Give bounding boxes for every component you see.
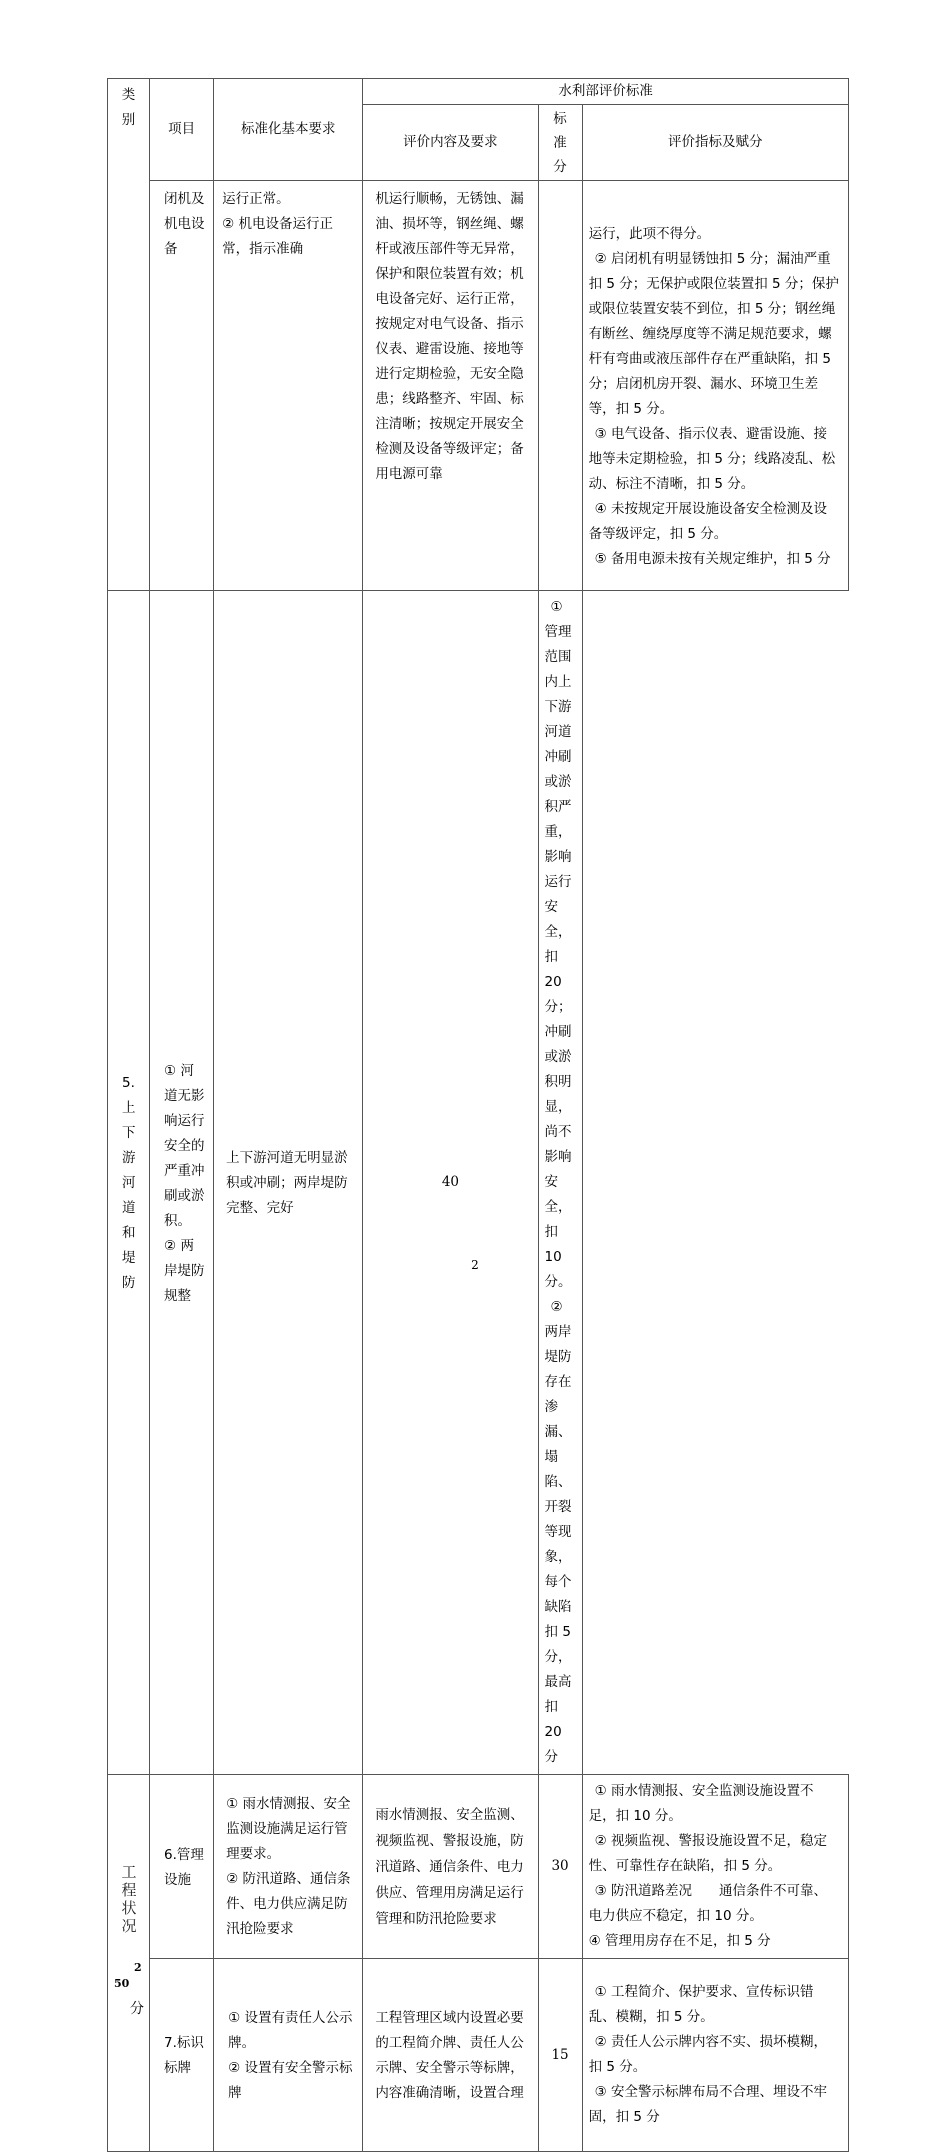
row-item: 6.管理设施 [150, 1775, 214, 1959]
req-line: ② 防汛道路、通信条件、电力供应满足防汛抢险要求 [226, 1870, 351, 1937]
req-line: ② 设置有安全警示标牌 [228, 2060, 353, 2101]
indicator-line: ③ 安全警示标牌布局不合理、埋设不牢固，扣 5 分 [588, 2084, 827, 2125]
row-content: 雨水情测报、安全监测、视频监视、警报设施，防汛道路、通信条件、电力供应、管理用房满足运行管理和防汛抢险要求 [363, 1775, 538, 1959]
table-row [108, 1959, 849, 2152]
indicator-line: ⑤ 备用电源未按有关规定维护，扣 5 分 [594, 550, 831, 567]
row-content: 工程管理区域内设置必要的工程简介牌、责任人公示牌、安全警示等标牌，内容准确清晰，设置合理 [363, 1959, 538, 2152]
indicator-line: ② 责任人公示牌内容不实、损坏模糊，扣 5 分。 [588, 2034, 827, 2075]
indicator-line: ③ 电气设备、指示仪表、避雷设施、接地等未定期检验，扣 5 分；线路凌乱、松动、标注不清晰，扣 5 分。 [588, 425, 836, 492]
indicator-line: ① 雨水情测报、安全监测设施设置不足，扣 10 分。 [588, 1783, 814, 1824]
row-req [150, 591, 214, 1775]
table-row [108, 181, 849, 591]
row-indicators [582, 1775, 848, 1959]
indicator-line: ② 启闭机有明显锈蚀扣 5 分；漏油严重扣 5 分；无保护或限位装置扣 5 分；保护或限位装置安装不到位，扣 5 分；钢丝绳有断丝、缠绕厚度等不满足规范要求，螺杆有弯曲或液压部件存在严重缺陷，扣 5 分；启闭机房开裂、漏水、环境卫生差等，扣 5 分。 [588, 250, 839, 417]
category-name: 工程状况 [121, 1863, 137, 1935]
req-line: ② 两岸堤防规整 [164, 1237, 205, 1304]
indicator-line: ① 工程简介、保护要求、宣传标识错乱、模糊，扣 5 分。 [588, 1984, 814, 2025]
row-item: 7.标识标牌 [150, 1959, 214, 2152]
evaluation-table [107, 78, 849, 2152]
header-category [108, 79, 150, 591]
page-number: 2 [471, 1258, 479, 1272]
category-score-unit: 分 [130, 2001, 144, 2017]
indicator-line: ④ 未按规定开展设施设备安全检测及设备等级评定，扣 5 分。 [588, 500, 827, 542]
req-line: ② 机电设备运行正常，指示准确 [222, 216, 334, 257]
row-req [214, 1775, 363, 1959]
row-indicators [582, 1959, 848, 2152]
row-item: 5.上下游河道和堤防 [108, 591, 150, 1775]
header-ministry: 水利部评价标准 [363, 79, 849, 105]
header-basic-req: 标准化基本要求 [214, 79, 363, 181]
header-indicator: 评价指标及赋分 [582, 105, 848, 181]
category-score-a: 2 [134, 1961, 142, 1974]
category-cell [108, 1775, 150, 2152]
table-row [108, 591, 849, 1775]
req-line: ① 雨水情测报、安全监测设施满足运行管理要求。 [226, 1795, 351, 1862]
indicator-line: ④ 管理用房存在不足，扣 5 分 [588, 1933, 771, 1949]
header-category-text: 类别 [121, 87, 136, 128]
category-score-b: 50 [114, 1977, 130, 1990]
req-line: 运行正常。 [222, 191, 290, 207]
row-score: 15 [538, 1959, 582, 2152]
req-line: ① 河道无影响运行安全的严重冲刷或淤积。 [164, 1062, 205, 1229]
row-req [214, 181, 363, 591]
row-indicators [538, 591, 582, 1775]
indicator-line: ③ 防汛道路差况 通信条件不可靠、电力供应不稳定，扣 10 分。 [588, 1883, 827, 1924]
row-item: 闭机及机电设备 [150, 181, 214, 591]
header-score-text: 标准分 [553, 110, 567, 175]
row-content: 上下游河道无明显淤积或冲刷；两岸堤防完整、完好 [214, 591, 363, 1775]
header-item: 项目 [150, 79, 214, 181]
indicator-line: 运行，此项不得分。 [588, 225, 711, 242]
row-score [538, 181, 582, 591]
row-content: 机运行顺畅，无锈蚀、漏油、损坏等，钢丝绳、螺杆或液压部件等无异常，保护和限位装置有效；机电设备完好、运行正常，按规定对电气设备、指示仪表、避雷设施、接地等进行定期检验，无安全隐患；线路整齐、牢固、标注清晰；按规定开展安全检测及设备等级评定；备用电源可靠 [363, 181, 538, 591]
req-line: ① 设置有责任人公示牌。 [228, 2010, 353, 2051]
header-content: 评价内容及要求 [363, 105, 538, 181]
row-req [214, 1959, 363, 2152]
indicator-line: ② 视频监视、警报设施设置不足，稳定性、可靠性存在缺陷，扣 5 分。 [588, 1833, 827, 1874]
row-score: 30 [538, 1775, 582, 1959]
indicator-line: ② 两岸堤防存在渗漏、塌陷、开裂等现象，每个缺陷扣 5 分，最高扣 20 分 [544, 1299, 572, 1765]
row-score: 40 [363, 591, 538, 1775]
table-row [108, 1775, 849, 1959]
header-score [538, 105, 582, 181]
header-row-1 [108, 79, 849, 105]
indicator-line: ① 管理范围内上下游河道冲刷或淤积严重，影响运行安全，扣 20 分；冲刷或淤积明显，尚不影响安全，扣 10 分。 [544, 599, 572, 1290]
row-indicators [582, 181, 848, 591]
